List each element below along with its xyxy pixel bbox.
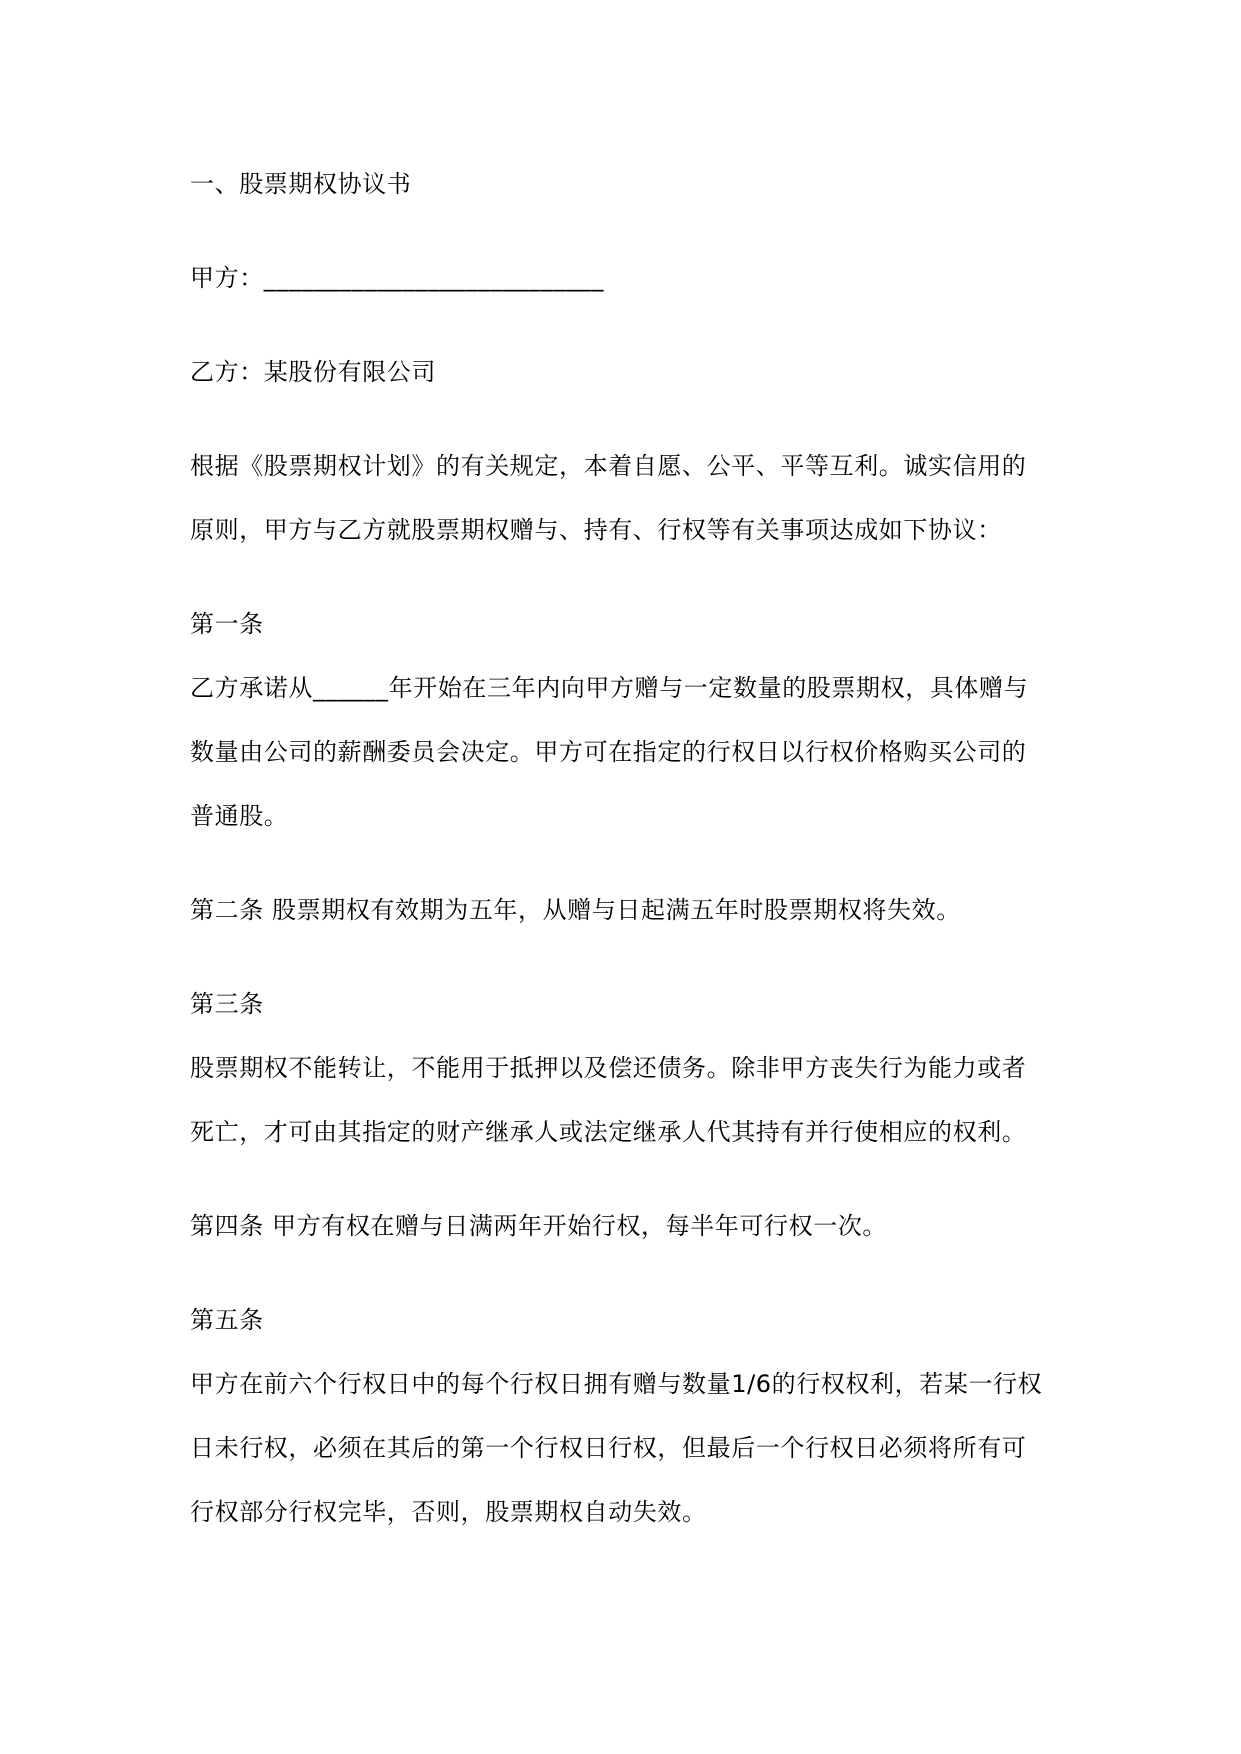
article-1-line: 普通股。 bbox=[190, 802, 289, 830]
article-1-line: 数量由公司的薪酬委员会决定。甲方可在指定的行权日以行权价格购买公司的 bbox=[190, 738, 1027, 766]
article-3-heading: 第三条 bbox=[190, 990, 264, 1018]
article-5-line: 甲方在前六个行权日中的每个行权日拥有赠与数量1/6的行权权利，若某一行权 bbox=[190, 1370, 1043, 1398]
party-b-line: 乙方：某股份有限公司 bbox=[190, 358, 436, 386]
article-5-heading: 第五条 bbox=[190, 1306, 264, 1334]
document-title: 一、股票期权协议书 bbox=[190, 170, 412, 198]
article-1-line: 乙方承诺从______年开始在三年内向甲方赠与一定数量的股票期权，具体赠与 bbox=[190, 674, 1029, 702]
article-3-line: 股票期权不能转让，不能用于抵押以及偿还债务。除非甲方丧失行为能力或者 bbox=[190, 1054, 1027, 1082]
article-2: 第二条 股票期权有效期为五年，从赠与日起满五年时股票期权将失效。 bbox=[190, 896, 961, 924]
article-4: 第四条 甲方有权在赠与日满两年开始行权，每半年可行权一次。 bbox=[190, 1212, 888, 1240]
article-3-line: 死亡，才可由其指定的财产继承人或法定继承人代其持有并行使相应的权利。 bbox=[190, 1118, 1027, 1146]
article-5-line: 行权部分行权完毕，否则，股票期权自动失效。 bbox=[190, 1498, 707, 1526]
article-5-line: 日未行权，必须在其后的第一个行权日行权，但最后一个行权日必须将所有可 bbox=[190, 1434, 1027, 1462]
preamble-line: 原则，甲方与乙方就股票期权赠与、持有、行权等有关事项达成如下协议： bbox=[190, 516, 1002, 544]
party-a-line: 甲方：___________________________ bbox=[190, 264, 604, 292]
article-1-heading: 第一条 bbox=[190, 610, 264, 638]
preamble-line: 根据《股票期权计划》的有关规定，本着自愿、公平、平等互利。诚实信用的 bbox=[190, 452, 1027, 480]
